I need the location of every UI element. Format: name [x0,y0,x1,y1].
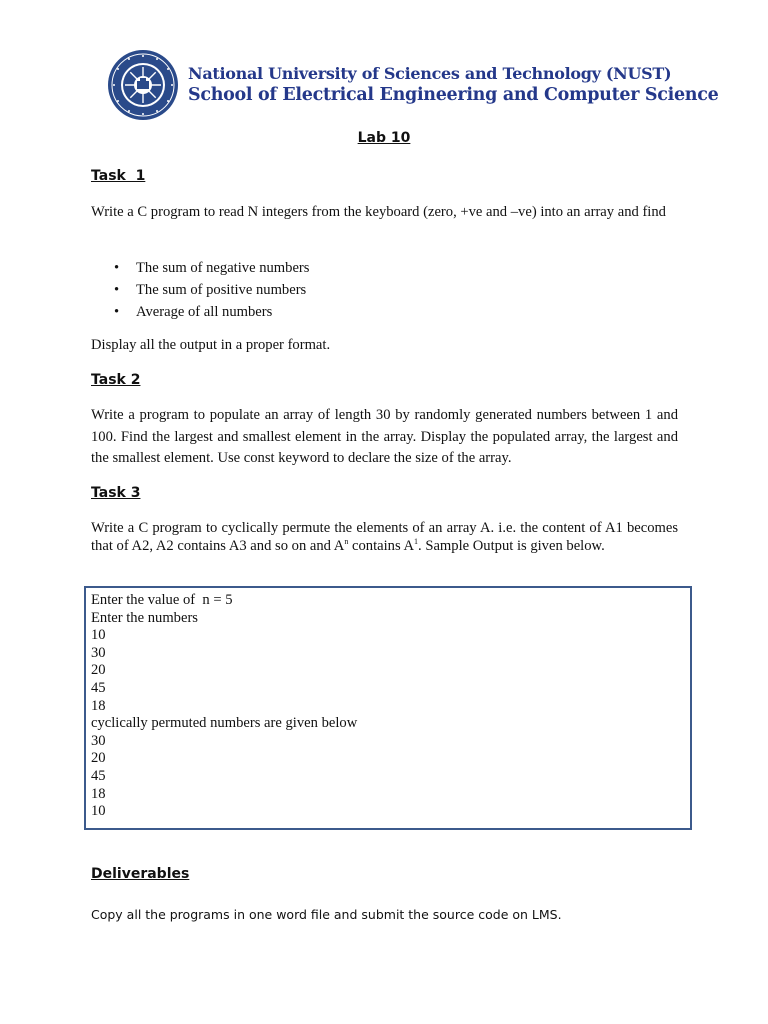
list-item [91,257,309,279]
deliverables-heading: Deliverables [91,866,190,882]
output-line: 45 [91,679,106,696]
output-line: Enter the value of n = 5 [91,592,233,608]
university-seal-icon [107,49,179,121]
output-line: 18 [91,697,106,714]
page-title: Lab 10 [357,130,411,146]
output-line: 10 [91,627,106,644]
deliverables-text: Copy all the programs in one word file and submit the source code on LMS. [91,907,562,922]
task3-heading: Task 3 [91,485,141,501]
task2-heading: Task 2 [91,372,141,388]
output-line: 30 [91,732,106,749]
bullet-icon: • [114,282,120,298]
task1-intro: Write a C program to read N integers from the keyboard (zero, +ve and –ve) into an array and find [91,204,666,220]
school-name: School of Electrical Engineering and Computer Science [188,85,719,105]
task2-text: Write a program to populate an array of length 30 by randomly generated numbers between 1 and 100. Find the largest and smallest element in the array. Display the populated array, the largest and the smallest element. Use const keyword to declare the size of the array. [91,407,678,466]
output-line: 18 [91,785,106,802]
task1-bullet-list [91,257,309,323]
bullet-icon: • [114,260,120,276]
output-line: cyclically permuted numbers are given below [91,715,358,732]
output-line: 45 [91,767,106,784]
list-item-text: The sum of negative numbers [136,260,310,276]
bullet-icon: • [114,304,120,320]
list-item-text: The sum of positive numbers [136,282,307,298]
output-line: 20 [91,750,106,767]
list-item [91,279,309,301]
task3-text: Write a C program to cyclically permute the elements of an array A. i.e. the content of A1 becomes that of A2, A2 contains A3 and so on and $A^n$ contains $A^1$. Sample Output is given below. [91,520,678,554]
task1-closing: Display all the output in a proper format. [91,337,331,353]
university-name: National University of Sciences and Technology (NUST) [188,64,672,83]
document-header [107,49,719,123]
output-line: 10 [91,803,106,820]
task1-heading: Task 1 [91,168,146,184]
output-line: 20 [91,662,106,679]
sample-output-box [84,586,692,830]
output-line: Enter the numbers [91,609,198,626]
list-item [91,301,309,323]
output-line: 30 [91,644,106,661]
list-item-text: Average of all numbers [136,304,273,320]
